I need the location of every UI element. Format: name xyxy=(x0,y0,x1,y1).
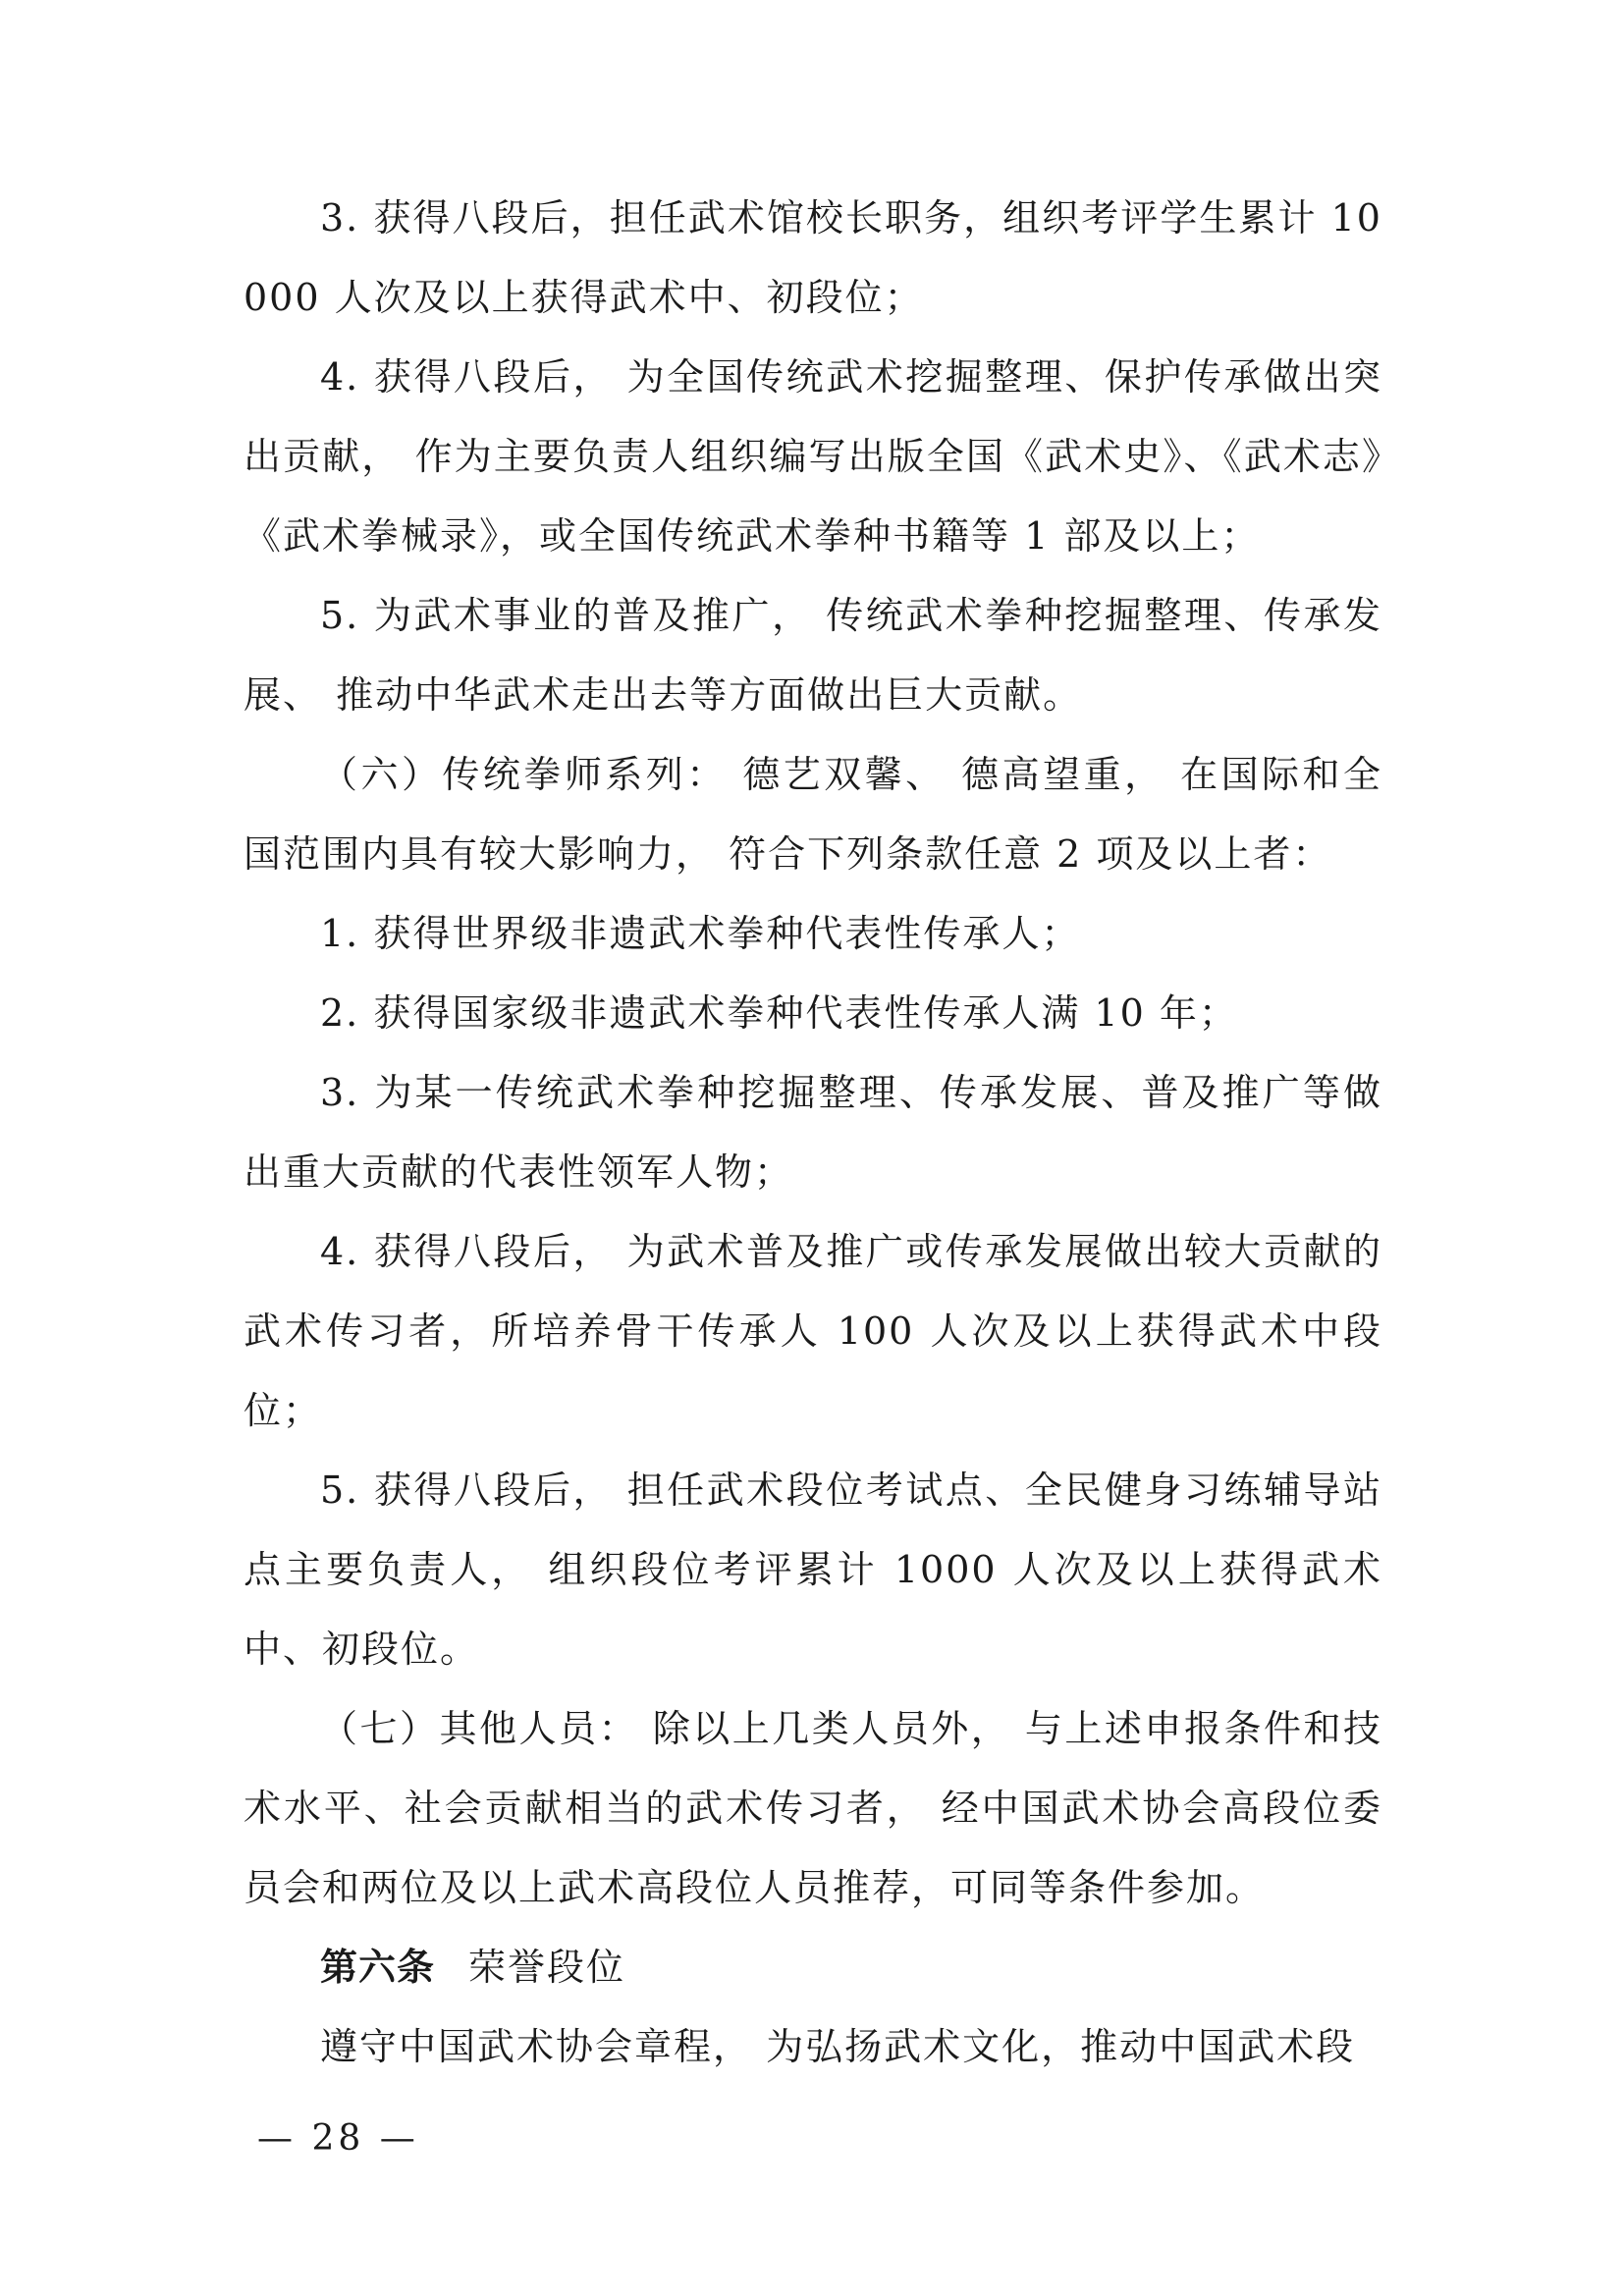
paragraph-six-item-1: 1. 获得世界级非遗武术拳种代表性传承人； xyxy=(320,912,1081,955)
page-number: — 28 — xyxy=(257,2118,419,2159)
article-title: 荣誉段位 xyxy=(468,1946,626,1989)
document-body xyxy=(244,179,1382,2087)
article-heading xyxy=(244,1928,1382,2007)
paragraph-six-item-3: 3. 为某一传统武术拳种挖掘整理、传承发展、普及推广等做出重大贡献的代表性领军人物； xyxy=(244,1071,1382,1194)
article-number: 第六条 xyxy=(320,1946,436,1989)
paragraph-item-3: 3. 获得八段后，担任武术馆校长职务，组织考评学生累计 10000 人次及以上获得武术中、初段位； xyxy=(244,196,1382,319)
paragraph-six-item-2: 2. 获得国家级非遗武术拳种代表性传承人满 10 年； xyxy=(320,991,1238,1035)
paragraph-item-5: 5. 为武术事业的普及推广， 传统武术拳种挖掘整理、传承发展、 推动中华武术走出去等方面做出巨大贡献。 xyxy=(244,594,1382,717)
paragraph-six-item-4: 4. 获得八段后， 为武术普及推广或传承发展做出较大贡献的武术传习者，所培养骨干传承人 100 人次及以上获得武术中段位； xyxy=(244,1230,1382,1432)
paragraph-six-item-5: 5. 获得八段后， 担任武术段位考试点、全民健身习练辅导站点主要负责人， 组织段位考评累计 1000 人次及以上获得武术中、初段位。 xyxy=(244,1468,1382,1671)
section-six-heading: （六）传统拳师系列： 德艺双馨、 德高望重， 在国际和全国范围内具有较大影响力， 符合下列条款任意 2 项及以上者： xyxy=(244,753,1382,876)
section-seven-paragraph: （七）其他人员： 除以上几类人员外， 与上述申报条件和技术水平、社会贡献相当的武术传习者， 经中国武术协会高段位委员会和两位及以上武术高段位人员推荐，可同等条件参加。 xyxy=(244,1707,1382,1909)
paragraph-item-4: 4. 获得八段后， 为全国传统武术挖掘整理、保护传承做出突出贡献， 作为主要负责人组织编写出版全国《武术史》、《武术志》《武术拳械录》，或全国传统武术拳种书籍等 1 部及以上； xyxy=(244,355,1382,558)
article-six-paragraph: 遵守中国武术协会章程， 为弘扬武术文化，推动中国武术段 xyxy=(320,2025,1356,2068)
